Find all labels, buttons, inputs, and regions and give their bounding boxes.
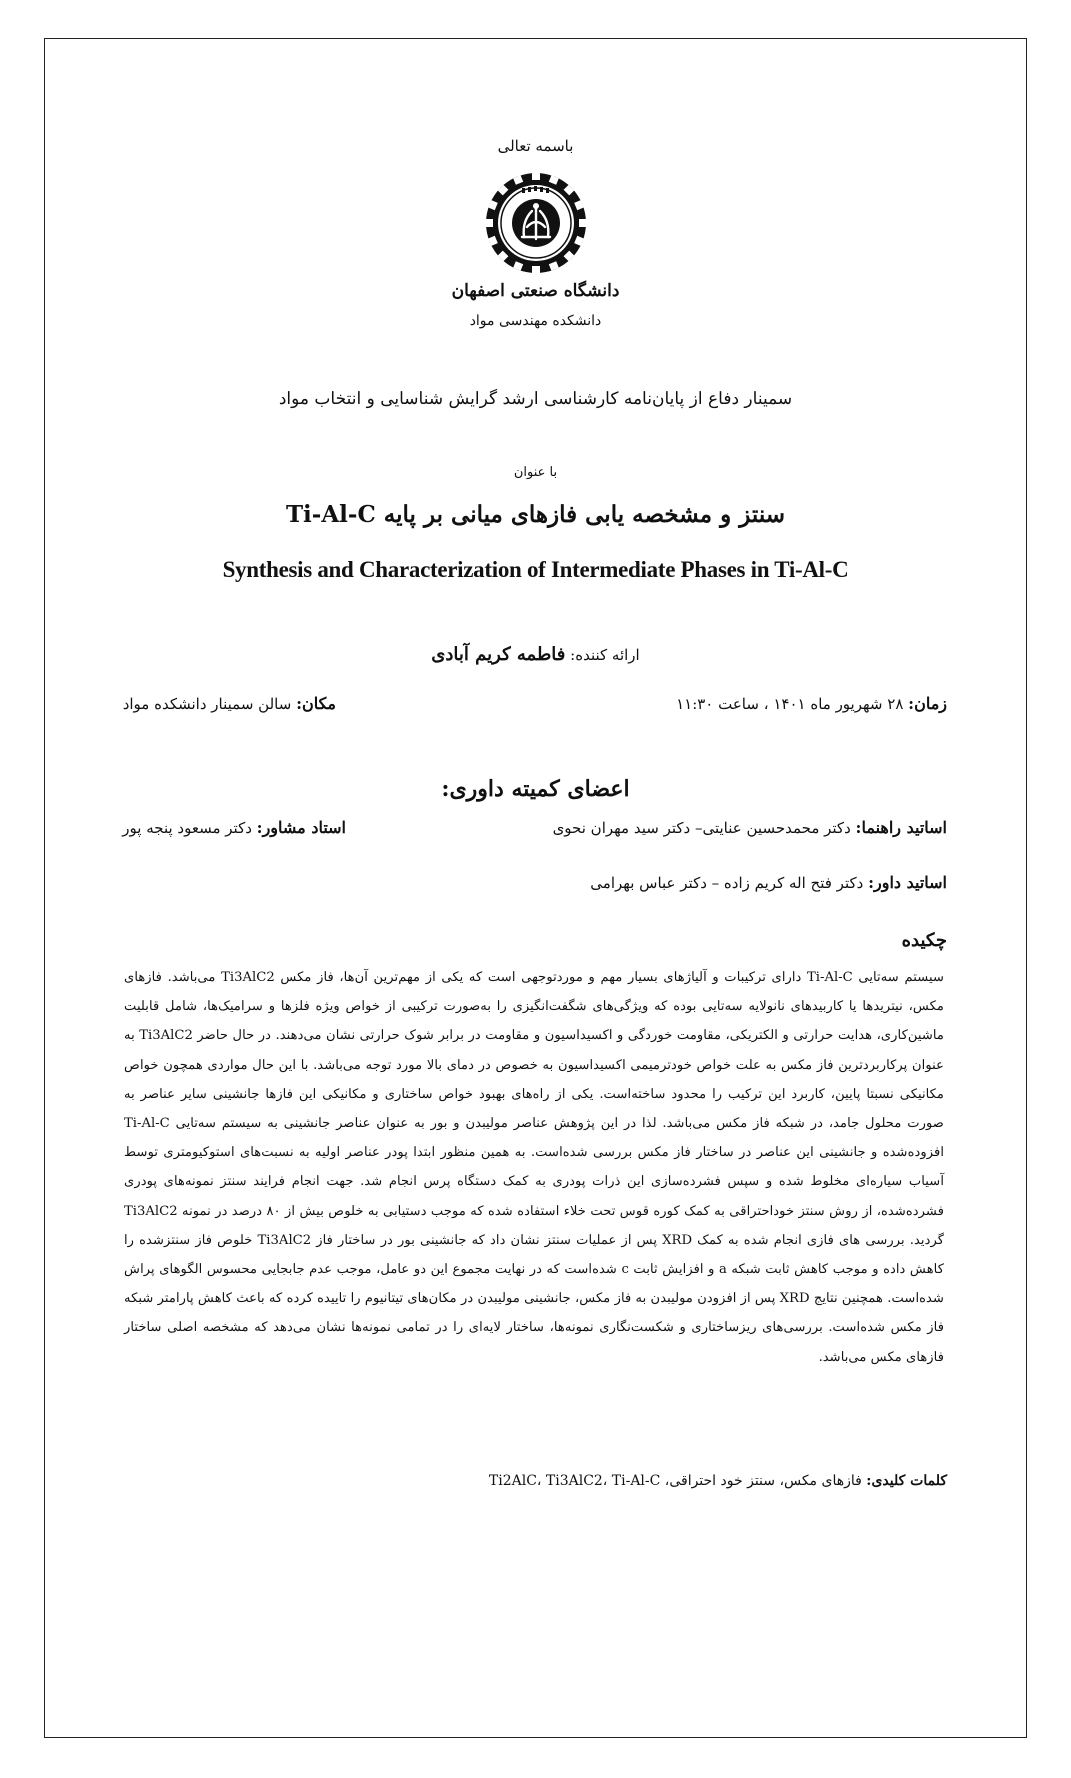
presenter-label: ارائه کننده: [570, 646, 640, 664]
faculty-name: دانشکده مهندسی مواد [469, 313, 602, 329]
time-value: ۲۸ شهریور ماه ۱۴۰۱ ، ساعت ۱۱:۳۰ [676, 695, 904, 713]
committee-title: اعضای کمیته داوری: [441, 776, 630, 802]
place-row [123, 694, 336, 713]
thesis-title-english: Synthesis and Characterization of Intermediate Phases in Ti-Al-C [222, 557, 849, 582]
place-value: سالن سمینار دانشکده مواد [122, 695, 292, 713]
university-name: دانشگاه صنعتی اصفهان [451, 281, 620, 301]
title-intro: با عنوان [513, 465, 558, 480]
university-seal-logo [484, 171, 588, 275]
bismillah: باسمه تعالی [497, 137, 574, 155]
keywords-value: فازهای مکس، سنتز خود احتراقی، Ti2AlC، Ti3AlC2، Ti-Al-C [488, 1473, 862, 1489]
referees-row [590, 873, 947, 892]
supervisors-row [553, 818, 947, 837]
keywords-label: کلمات کلیدی: [866, 1473, 947, 1489]
time-label: زمان: [908, 694, 947, 713]
thesis-title-persian: سنتز و مشخصه یابی فازهای میانی بر پایه Ti-Al-C [285, 501, 786, 528]
time-row [676, 694, 947, 713]
advisor-label: استاد مشاور: [256, 818, 346, 837]
abstract-heading: چکیده [901, 930, 947, 951]
supervisors-value: دکتر محمدحسین عنایتی– دکتر سید مهران نحوی [552, 819, 851, 837]
presenter [44, 644, 1027, 665]
referees-value: دکتر فتح اله کریم زاده – دکتر عباس بهرامی [590, 874, 864, 892]
place-label: مکان: [296, 694, 336, 713]
keywords-row [489, 1473, 947, 1489]
supervisors-label: اساتید راهنما: [855, 818, 947, 837]
referees-label: اساتید داور: [868, 873, 947, 892]
presenter-name: فاطمه کریم آبادی [431, 644, 566, 665]
abstract-text: سیستم سه‌تایی Ti-Al-C دارای ترکیبات و آلیاژهای بسیار مهم و موردتوجهی است که یکی از مهم‌ترین آن‌ها، فاز مکس Ti3AlC2 می‌باشد. فازهای مکس، نیتریدها یا کاربیدهای نانولایه سه‌تایی بوده که ویژگی‌های شگفت‌انگیزی را به‌صورت ترکیبی از خواص ویژه فلزها و سرامیک‌ها، شامل قابلیت ماشین‌کاری، هدایت حرارتی و الکتریکی، مقاومت خوردگی و اکسیداسیون و مقاومت در برابر شوک حرارتی نشان می‌دهند. در حال حاضر Ti3AlC2 به عنوان پرکاربردترین فاز مکس به علت خواص خودترمیمی اکسیداسیون به خصوص در دمای بالا مورد توجه می‌باشد. با این حال مواردی همچون خواص مکانیکی نسبتا پایین، کاربرد این ترکیب را محدود ساخته‌است. یکی از راه‌های بهبود خواص ساختاری و مکانیکی این فازها جانشینی سایر عناصر به صورت محلول جامد، در شبکه فاز مکس می‌باشد. لذا در این پژوهش عناصر مولیبدن و بور به عنوان عناصر جانشینی به سیستم سه‌تایی Ti-Al-C افزوده‌شده و جانشینی این عناصر در ساختار فاز مکس بررسی شده‌است. به همین منظور ابتدا پودر عناصر اولیه به نسبت‌های استوکیومتری توسط آسیاب سیاره‌ای مخلوط شده و سپس فشرده‌سازی این ذرات پودری به کمک دستگاه پرس انجام شد. جهت انجام فرایند سنتز نمونه‌های پودری فشرده‌شده، از روش سنتز خوداحتراقی به کمک کوره قوس تحت خلاء استفاده شده که موجب دستیابی به خلوص بیش از ۸۰ درصد در نمونه Ti3AlC2 گردید. بررسی های فازی انجام شده به کمک XRD پس از عملیات سنتز نشان داد که جانشینی بور در ساختار فاز Ti3AlC2 خلوص فاز سنتزشده را کاهش داده و موجب کاهش ثابت شبکه a و افزایش ثابت c شده‌است که در نهایت مجموع این دو عامل، موجب عدم جابجایی محسوس الگوهای پراش شده‌است. همچنین نتایج XRD پس از افزودن مولیبدن به فاز مکس، جانشینی مولیبدن در مکان‌های تیتانیوم را تاییده کرده که باعث کاهش پارامتر شبکه فاز مکس شده‌است. بررسی‌های ریزساختاری و شکست‌نگاری نمونه‌ها، ساختار لایه‌ای را در تمامی نمونه‌ها نشان می‌دهد که مشخصه اصلی ساختار فازهای مکس می‌باشد. [124, 970, 945, 1365]
seminar-line: سمینار دفاع از پایان‌نامه کارشناسی ارشد گرایش شناسایی و انتخاب مواد [278, 389, 793, 409]
advisor-row [122, 818, 346, 837]
advisor-value: دکتر مسعود پنجه پور [122, 819, 252, 837]
